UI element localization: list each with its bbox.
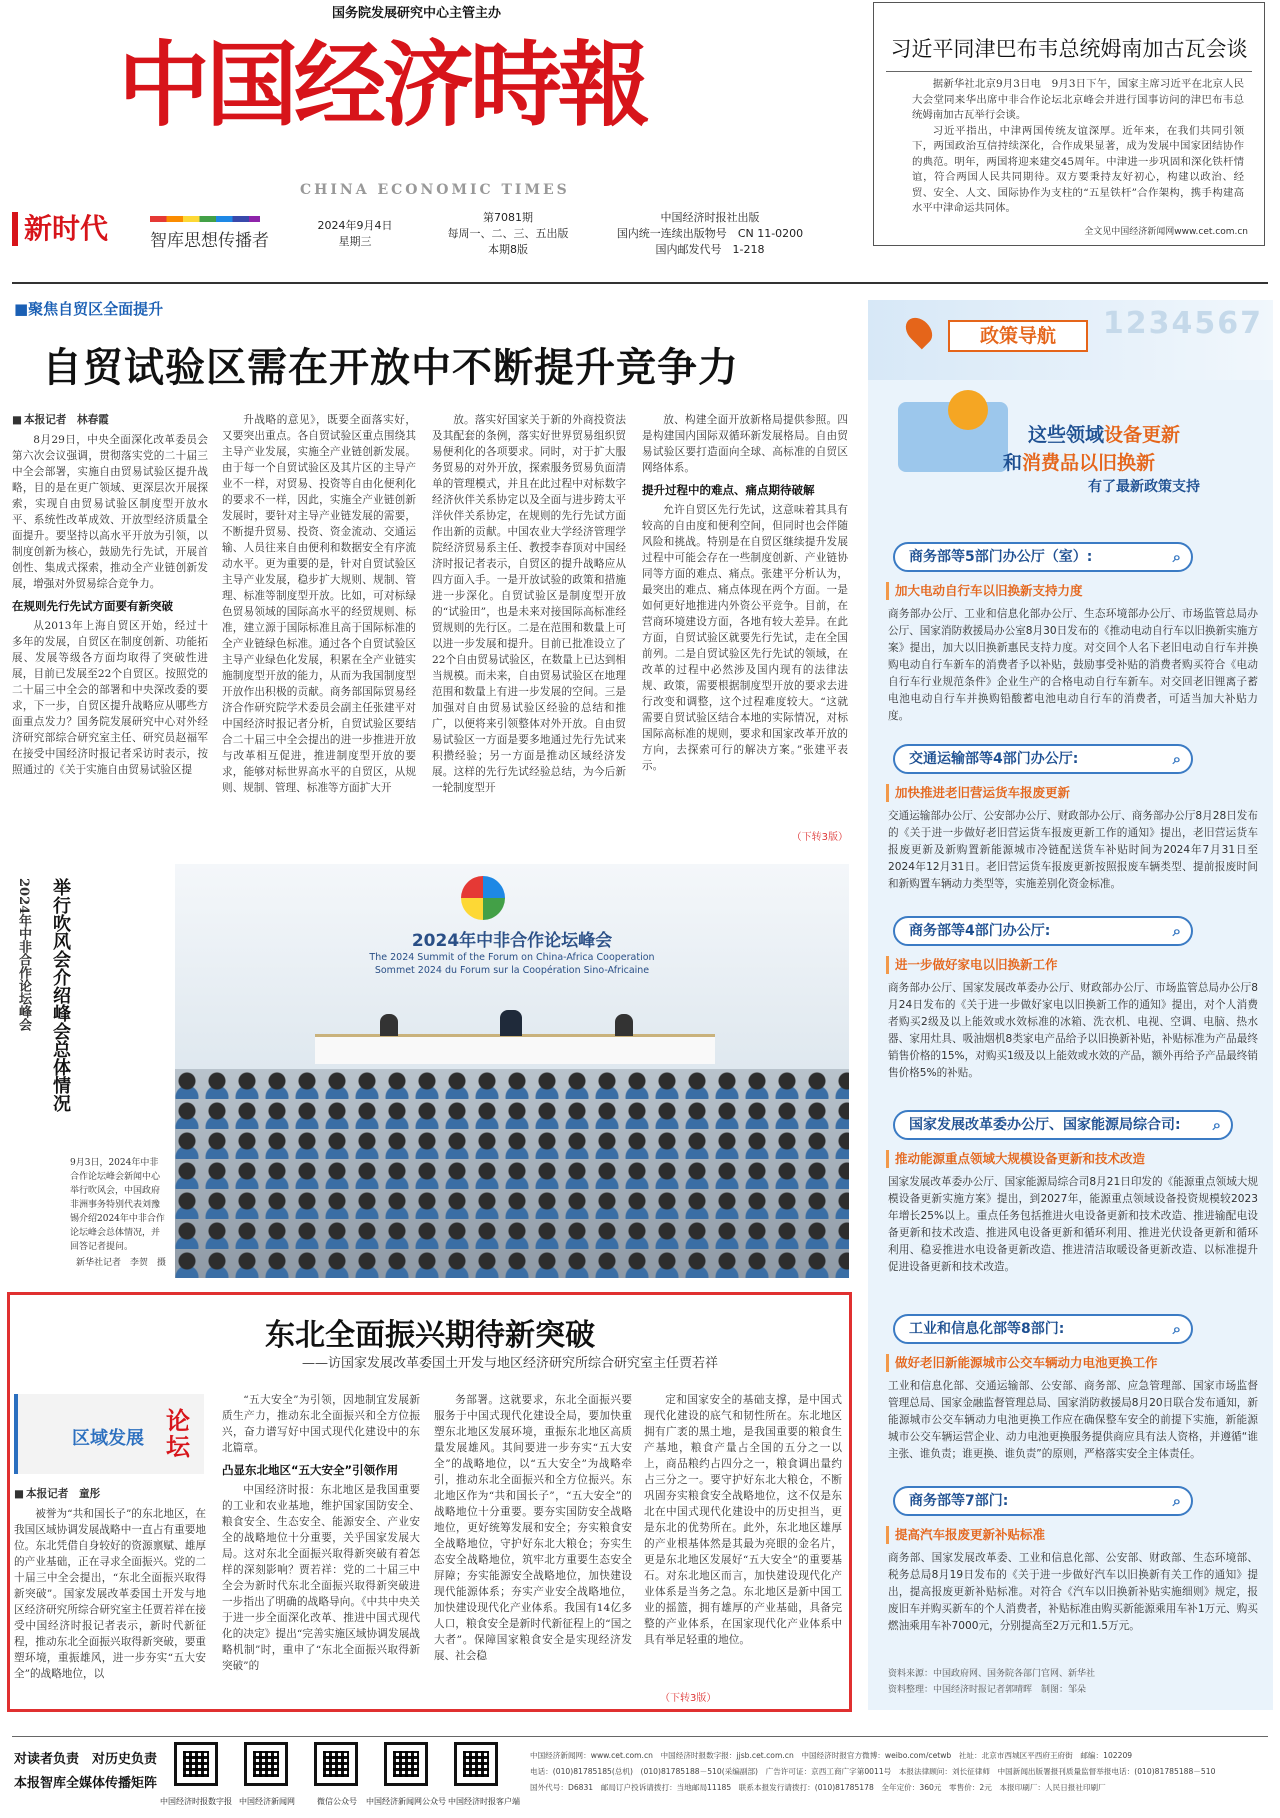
post-code: 1-218 — [732, 243, 765, 256]
issue-number-block — [438, 210, 578, 258]
issue-date-block — [300, 218, 410, 250]
sidebar-credit: 资料整理：中国经济时报记者郭晴晖 制图：邹朵 — [888, 1685, 1087, 1695]
new-era-label: 新时代 — [12, 212, 108, 246]
slogan-colorbar — [150, 216, 260, 222]
policy-text-5: 工业和信息化部、交通运输部、公安部、商务部、应急管理部、国家市场监督管理总局、国家金融监督管理总局、国家消防救援局8月20日联合发布通知，新能源城市公交车辆动力电池更换工作应在确保整车安全的前提下实施，新能源城市公交车辆运营企业、动力电池更换服务提供商应具有法人资格，并遵循“谁主张、谁负责；谁更换、谁负责”的原则，严格落实安全主体责任。 — [888, 1380, 1258, 1460]
policy-title-3[interactable]: 进一步做好家电以旧换新工作 — [886, 956, 1256, 974]
article1-col4: 放、构建全面开放新格局提供参照。四是构建国内国际双循环新发展格局。自由贸易试验区要打造面向全球、高标准的自贸区网络体系。 提升过程中的难点、痛点期待破解 允许自贸区先行先试，这意味着其具有较高的自由度和便利空间，但同时也会伴随风险和挑战。特别是在自贸区继续提升发展过程中可能会存在一些制度创新、产业链协同等方面的难点、痛点。张建平分析认为，最突出的难点、痛点体现在两个方面。一是如何更好地推进内外资公平竞争。目前，在营商环境建设方面，各地有较大差异。在此方面，自贸试验区就要先行先试，走在全国前列。二是自贸试验区先行先试的领域，在改革的过程中必然涉及国内现有的法律法规、政策，需要根据制度型开放的要求去进行改变和调整，这个过程难度较大。“这就需要自贸试验区结合本地的实际情况，对标国际高标准的规则，要求和国家改革开放的方向，去探索可行的解决方案。”张建平表示。 — [642, 414, 848, 772]
search-icon: ⌕ — [1172, 1492, 1181, 1510]
qr-label-3: 微信公众号 — [317, 1797, 357, 1806]
banner-line1b: 设备更新 — [1104, 424, 1181, 446]
search-icon: ⌕ — [1172, 922, 1181, 940]
policy-dept-3[interactable]: 商务部等4部门办公厅: ⌕ — [893, 916, 1193, 946]
policy-sidebar — [868, 300, 1273, 1710]
footer-rule — [12, 1736, 1268, 1737]
policy-text-6: 商务部、国家发展改革委、工业和信息化部、公安部、财政部、生态环境部、税务总局8月19日发布的《关于进一步做好汽车以旧换新有关工作的通知》提出，提高报废更新补贴标准。对符合《汽车以旧换新补贴实施细则》规定，报废旧车并购买新车的个人消费者，补贴标准由购买新能源乘用车补1万元、购买燃油乘用车补7000元，分别提高至2万元和1.5万元。 — [888, 1552, 1258, 1632]
sidebar-source: 资料来源：中国政府网、国务院各部门官网、新华社 — [888, 1669, 1096, 1679]
banner-line2b: 消费品以旧换新 — [1022, 452, 1156, 474]
numbers-decoration: 1234567 — [1102, 306, 1263, 341]
issue-pages: 本期8版 — [488, 243, 528, 256]
article1-col3: 放。落实好国家关于新的外商投资法及其配套的条例，落实好世界贸易组织贸易便利化的各项要求。同时，对于扩大服务贸易的对外开放，探索服务贸易负面清单的管理模式，并且在此过程中对标数字经济伙伴关系协定以及全面与进步跨太平洋伙伴关系协定，在规则的先行先试方面作出新的贡献。中国农业大学经济管理学院经济贸易系主任、教授李春顶对中国经济时报记者表示，自贸区的提升战略应从四方面入手。一是开放试验的政策和措施进一步深化。自贸试验区是制度型开放的“试验田”，也是未来对接国际高标准经贸规则的先行区。二是在范围和数量上可以进一步发展和提升。目前已批准设立了22个自由贸易试验区，在数量上已达到相当规模。而未来，自由贸易试验区在地理范围和数量上有进一步发展的空间。三是加强对自由贸易试验区经验的总结和推广，以便将来引领整体对外开放。自由贸易试验区一方面是要多地通过先行先试来积攒经验；另一方面是推动区域经济发展。这样的先行先试经验总结，为今后新一轮制度型开 — [432, 414, 626, 794]
forum-logo-icon — [461, 876, 505, 920]
search-icon: ⌕ — [1172, 1320, 1181, 1338]
article2-continued[interactable]: （下转3版） — [660, 1689, 840, 1704]
post-label: 国内邮发代号 — [655, 243, 722, 256]
issue-weekday: 星期三 — [338, 235, 372, 248]
policy-banner — [888, 380, 1258, 500]
masthead-sponsor: 国务院发展研究中心主管主办 — [332, 6, 502, 21]
policy-dept-6[interactable]: 商务部等7部门: ⌕ — [893, 1486, 1193, 1516]
policy-title-4[interactable]: 推动能源重点领域大规模设备更新和技术改造 — [886, 1150, 1256, 1168]
policy-dept-2[interactable]: 交通运输部等4部门办公厅: ⌕ — [893, 744, 1193, 774]
top-story-link[interactable]: 全文见中国经济新闻网www.cet.com.cn — [1084, 227, 1248, 237]
headline[interactable]: 自贸试验区需在开放中不断提升竞争力 — [42, 344, 739, 391]
policy-title-6[interactable]: 提高汽车报废更新补贴标准 — [886, 1526, 1256, 1544]
publisher: 中国经济时报社出版 — [660, 211, 760, 224]
top-story-title[interactable]: 习近平同津巴布韦总统姆南加古瓦会谈 — [890, 37, 1248, 61]
qr-code-icon[interactable] — [314, 1742, 358, 1786]
slogan: 智库思想传播者 — [150, 231, 269, 251]
policy-text-3: 商务部办公厅、国家发展改革委办公厅、财政部办公厅、市场监管总局办公厅8月24日发布的《关于进一步做好家电以旧换新工作的通知》提出，对个人消费者购买2级及以上能效或水效标准的冰箱、洗衣机、电视、空调、电脑、热水器、家用灶具、吸油烟机8类家电产品给予以旧换新补贴，补贴标准为产品最终销售价格的15%，对购买1级及以上能效或水效的产品，额外再给予产品最终销售价格5%的补贴。 — [888, 982, 1258, 1079]
policy-text-4: 国家发展改革委办公厅、国家能源局综合司8月21日印发的《能源重点领域大规模设备更新实施方案》提出，到2027年，能源重点领域设备投资规模较2023年增长25%以上。重点任务包括推进火电设备更新和技术改造、推进输配电设备更新和技术改造、推进风电设备更新和循环利用、推进光伏设备更新和循环利用、稳妥推进水电设备更新改造、推进清洁取暖设备更新改造、以标准提升促进设备更新和技术改造。 — [888, 1176, 1258, 1273]
qr-label-1: 中国经济时报数字报 — [160, 1797, 232, 1806]
banner-line3: 有了最新政策支持 — [1088, 479, 1200, 495]
article2-title[interactable]: 东北全面振兴期待新突破 — [265, 1318, 595, 1353]
policy-title-1[interactable]: 加大电动自行车以旧换新支持力度 — [886, 582, 1256, 600]
photo-banner-en: The 2024 Summit of the Forum on China-Africa Cooperation — [369, 952, 655, 963]
banner-line2a: 和 — [1003, 452, 1023, 474]
cn-label: 国内统一连续出版物号 — [616, 227, 727, 240]
search-icon: ⌕ — [1212, 1116, 1221, 1134]
qr-label-2: 中国经济新闻网 — [239, 1797, 295, 1806]
search-icon: ⌕ — [1172, 750, 1181, 768]
issue-number: 第7081期 — [483, 211, 533, 224]
top-story-box — [873, 2, 1265, 246]
policy-title-2[interactable]: 加快推进老旧营运货车报废更新 — [886, 784, 1256, 802]
cn-number: CN 11-0200 — [737, 227, 804, 240]
footer-imprint: 中国经济新闻网：www.cet.com.cn 中国经济时报数字报：jjsb.cet.com.cn 中国经济时报官方微博：weibo.com/cetwb 社址：北京市西城区平西府王府街 邮编：102209 电话：(010)81785185(总机) (010)81785188－510(采编副部) 广告许可证：京西工商广字第0011号 本报法律顾问：刘长征律师 中国新闻出版署报刊质量监督举报电话：(010)81785188－510 国外代号：D6831 邮局订户投诉请拨打：当地邮局11185 联系本报发行请拨打：(010)81785178 全年定价：360元 零售价：2元 本报印刷厂：人民日报社印刷厂 — [530, 1751, 1216, 1792]
article2-col3: 务部署。这就要求，东北全面振兴要服务于中国式现代化建设全局，要加快重塑东北地区发展环境，重振东北地区高质量发展雄风。其间要进一步夯实“五大安全”的战略地位，以“五大安全”为战略牵引，推动东北全面振兴和全方位振兴。东北地区作为“共和国长子”，“五大安全”的战略地位十分重要。要夯实国防安全战略地位，更好统筹发展和安全；夯实粮食安全战略地位，守护好东北大粮仓；夯实生态安全战略地位，筑牢北方重要生态安全屏障；夯实能源安全战略地位，加快建设现代能源体系；夯实产业安全战略地位，加快建设现代化产业体系。我国有14亿多人口，粮食安全是新时代新征程上的“国之大者”。保障国家粮食安全是实现经济发展、社会稳 — [434, 1394, 632, 1662]
search-icon: ⌕ — [1172, 548, 1181, 566]
policy-text-1: 商务部办公厅、工业和信息化部办公厅、生态环境部办公厅、市场监管总局办公厅、国家消防救援局办公室8月30日发布的《推动电动自行车以旧换新实施方案》提出，加大以旧换新惠民支持力度。对交回个人名下老旧电动自行车并换购电动自行车新车的消费者予以补贴，鼓励事受补贴的消费者购买符合《电动自行车行业规范条件》企业生产的合格电动自行车新车。对交回老旧锂离子蓄电池电动自行车并换购铅酸蓄电池电动自行车的消费者，可适当加大补贴力度。 — [888, 608, 1258, 722]
emoji-icon — [948, 390, 988, 430]
policy-dept-1[interactable]: 商务部等5部门办公厅（室）: ⌕ — [893, 542, 1193, 572]
policy-text-2: 交通运输部办公厅、公安部办公厅、财政部办公厅、商务部办公厅8月28日发布的《关于进一步做好老旧营运货车报废更新工作的通知》提出，老旧营运货车报废更新及新购置新能源城市冷链配送货车补贴时间为2024年7月31日至2024年12月31日。老旧营运货车报废更新按照报废车辆类型、提前报废时间和新购置车辆动力类型等，实施差别化资金标准。 — [888, 810, 1258, 890]
publisher-block — [600, 210, 820, 258]
photo-vertical-subtitle: 2024年中非合作论坛峰会 — [16, 878, 31, 1032]
qr-label-5: 中国经济时报客户端 — [448, 1797, 520, 1806]
sidebar-header: 政策导航 — [948, 320, 1088, 352]
column-tag: 区域发展 — [72, 1428, 144, 1449]
qr-code-icon[interactable] — [454, 1742, 498, 1786]
column-tag2: 论坛 — [166, 1406, 190, 1461]
masthead-logo: 中国经济時報 — [118, 31, 647, 139]
issue-date: 2024年9月4日 — [317, 219, 393, 232]
policy-dept-4[interactable]: 国家发展改革委办公厅、国家能源局综合司: ⌕ — [893, 1110, 1233, 1140]
qr-code-icon[interactable] — [244, 1742, 288, 1786]
masthead-english: CHINA ECONOMIC TIMES — [300, 182, 570, 198]
top-story-body: 据新华社北京9月3日电 9月3日下午，国家主席习近平在北京人民大会堂同来华出席中非合作论坛北京峰会并进行国事访问的津巴布韦总统姆南加古瓦举行会谈。 习近平指出，中津两国传统友谊深厚。近年来，在我们共同引领下，两国政治互信持续深化，合作成果显著，成为发展中国家团结协作的典范。明年，两国将迎来建交45周年。中津进一步巩固和深化铁杆情谊，符合两国人民共同期待。双方要秉持友好初心，构建以政治、经贸、安全、人文、国际协作为支柱的“五星铁杆”合作架构，携手构建高水平中津命运共同体。 — [912, 78, 1244, 214]
article2-col1: ■ 本报记者 童彤 被誉为“共和国长子”的东北地区，在我国区域协调发展战略中一直占有重要地位。东北凭借自身较好的资源禀赋、雄厚的产业基础，正在寻求全面振兴。党的二十届三中全会提出，“东北全面振兴取得新突破”。国家发展改革委国土开发与地区经济研究所综合研究室主任贾若祥在接受中国经济时报记者表示，新时代新征程，推动东北全面振兴取得新突破，要重塑环境，重振雄风，进一步夯实“五大安全”的战略地位，以 — [14, 1486, 206, 1702]
footer-matrix: 本报智库全媒体传播矩阵 — [14, 1776, 158, 1791]
column-tag-box — [14, 1394, 204, 1474]
banner-line1a: 这些领域 — [1028, 424, 1105, 446]
photo-vertical-title: 举行吹风会介绍峰会总体情况 — [50, 878, 71, 1112]
article1-col2: 升战略的意见》，既要全面落实好，又要突出重点。各自贸试验区重点围绕其主导产业发展，实施全产业链创新发展。由于每一个自贸试验区及其片区的主导产业不一样，对贸易、投资等自由化便利化的要求不一样，因此，实施全产业链创新发展时，要针对主导产业链发展的需要，不断提升贸易、投资、资金流动、交通运输、人员往来自由便利和数据安全有序流动水平。更为重要的是，针对自贸试验区主导产业发展，稳步扩大规则、规制、管理、标准等制度型开放。比如，可对标绿色贸易领域的国际高水平的经贸规则、标准，建立源于国际标准且高于国际标准的全产业链绿色标准。通过各个自贸试验区主导产业绿色化发展，积累在全产业链实施制度型开放的能力，从而为我国制度型开放作出积极的贡献。商务部国际贸易经济合作研究院学术委员会副主任张建平对中国经济时报记者分析，自贸试验区要结合二十届三中全会提出的进一步推进开放与改革相互促进，推进制度型开放的要求，能够对标世界高水平的自贸区，从规则、规制、管理、标准等方面扩大开 — [222, 414, 416, 794]
qr-label-4: 中国经济新闻网公众号 — [366, 1797, 446, 1806]
summit-photo — [175, 864, 849, 1278]
photo-banner-fr: Sommet 2024 du Forum sur la Coopération Sino-Africaine — [374, 965, 650, 976]
article2-col2: “五大安全”为引领，因地制宜发展新质生产力，推动东北全面振兴和全方位振兴，奋力谱写好中国式现代化建设中的东北篇章。 凸显东北地区“五大安全”引领作用 中国经济时报：东北地区是我国重要的工业和农业基地，维护国家国防安全、粮食安全、生态安全、能源安全、产业安全的战略地位十分重要，关乎国家发展大局。这对东北全面振兴取得新突破有着怎样的深刻影响？贾若祥：党的二十届三中全会为新时代东北全面振兴取得新突破进一步指出了明确的战略导向。《中共中央关于进一步全面深化改革、推进中国式现代化的决定》提出“完善实施区域协调发展战略机制”时，重申了“东北全面振兴取得新突破”的 — [222, 1394, 420, 1672]
masthead-rule — [12, 282, 1268, 284]
article2-subtitle: ——访国家发展改革委国土开发与地区经济研究所综合研究室主任贾若祥 — [301, 1356, 718, 1371]
qr-code-icon[interactable] — [174, 1742, 218, 1786]
photo-banner-title: 2024年中非合作论坛峰会 — [411, 931, 613, 951]
qr-code-icon[interactable] — [384, 1742, 428, 1786]
issue-schedule: 每周一、二、三、五出版 — [447, 227, 569, 240]
article2-col4: 定和国家安全的基础支撑，是中国式现代化建设的底气和韧性所在。东北地区拥有广袤的黑土地，是我国重要的粮食生产基地，粮食产量占全国的五分之一以上，商品粮约占四分之一，粮食调出量约占三分之一。要守护好东北大粮仓，不断巩固夯实粮食安全战略地位，这不仅是东北在中国式现代化建设中的历史担当，更是东北的优势所在。此外，东北地区雄厚的产业根基体然是其最为亮眼的金名片，更是东北地区发展好“五大安全”的重要基石。对东北地区而言，加快建设现代化产业体系是当务之急。东北地区是新中国工业的摇篮，拥有雄厚的产业基础，具备完整的产业体系，在国家现代化产业体系中具有举足轻重的地位。 — [644, 1394, 842, 1646]
policy-title-5[interactable]: 做好老旧新能源城市公交车辆动力电池更换工作 — [886, 1354, 1256, 1372]
photo-caption: 9月3日，2024年中非合作论坛峰会新闻中心举行吹风会，中国政府非洲事务特别代表刘豫锡介绍2024年中非合作论坛峰会总体情况，并回答记者提问。 新华社记者 李贺 摄 — [70, 1158, 166, 1268]
policy-dept-5[interactable]: 工业和信息化部等8部门: ⌕ — [893, 1314, 1193, 1344]
section-label: ■聚焦自贸区全面提升 — [14, 300, 164, 318]
article1-col1: ■ 本报记者 林春霞 8月29日，中央全面深化改革委员会第六次会议强调，贯彻落实党的二十届三中全会部署，实施自由贸易试验区提升战略，目的是在更广领域、更深层次开展探索，实现自由贸易试验区制度型开放水平、系统性改革成效、开放型经济质量全面提升。要坚持以高水平开放为引领，以制度创新为核心，鼓励先行先试，开展首创性、集成式探索，推动全产业链创新发展，增强对外贸易综合竞争力。 在规则先行先试方面要有新突破 从2013年上海自贸区开始，经过十多年的发展，自贸区在制度创新、功能拓展、发展等级各方面均取得了突破性进展，目前已发展至22个自贸区。按照党的二十届三中全会的部署和中央深改委的要求，下一步，自贸区提升战略应从哪些方面重点发力？国务院发展研究中心对外经济研究部综合研究室主任、研究员赵福军在接受中国经济时报记者采访时表示，按照通过的《关于实施自由贸易试验区提 — [12, 412, 208, 842]
article1-continued[interactable]: （下转3版） — [650, 828, 848, 843]
footer-reader: 对读者负责 对历史负责 — [14, 1752, 158, 1767]
